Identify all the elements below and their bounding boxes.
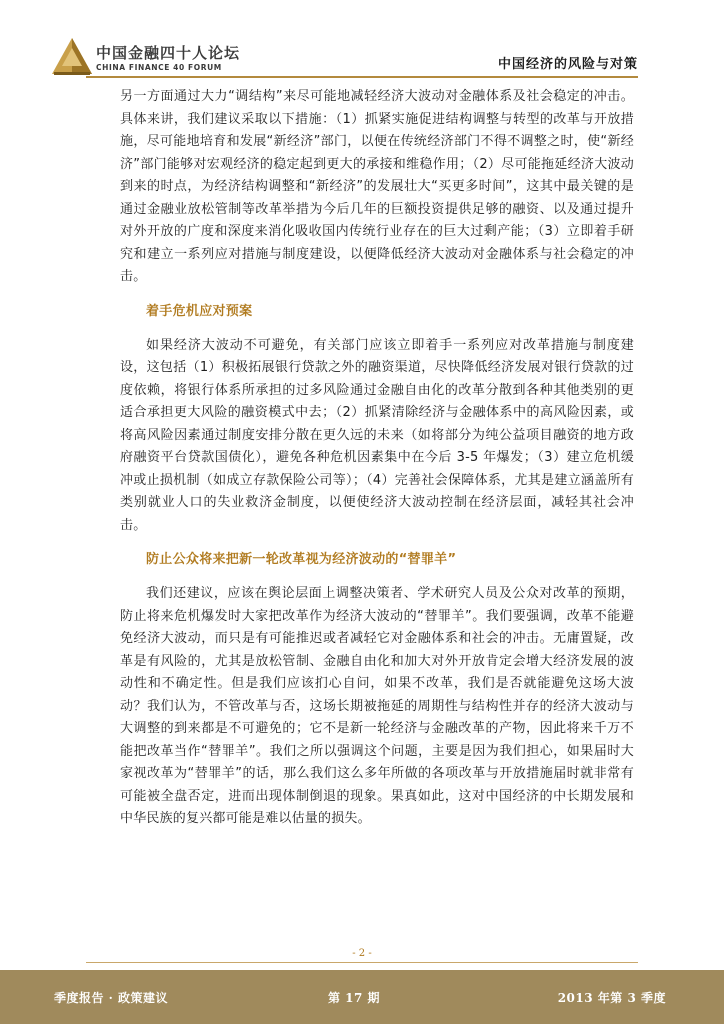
paragraph-2: 如果经济大波动不可避免，有关部门应该立即着手一系列应对改革措施与制度建设，这包括（1）积极拓展银行贷款之外的融资渠道，尽快降低经济发展对银行贷款的过度依赖，将银行体系所承担的过多风险通过金融自由化的改革分散到各种其他类别的更适合承担更大风险的融资模式中去；（2）抓紧清除经济与金融体系中的高风险因素，或将高风险因素通过制度安排分散在更久远的未来（如将部分为纯公益项目融资的地方政府融资平台贷款国债化），避免各种危机因素集中在今后 3-5 年爆发；（3）建立危机缓冲或止损机制（如成立存款保险公司等）；（4）完善社会保障体系，尤其是建立涵盖所有类别就业人口的失业救济金制度，以便使经济大波动控制在经济层面，减轻其社会冲击。 (120, 337, 634, 533)
section-heading-crisis-plan: 着手危机应对预案 (146, 303, 253, 319)
section-heading-scapegoat: 防止公众将来把新一轮改革视为经济波动的“替罪羊” (146, 552, 457, 567)
paragraph-1: 另一方面通过大力“调结构”来尽可能地减轻经济大波动对金融体系及社会稳定的冲击。具体来讲，我们建议采取以下措施：（1）抓紧实施促进结构调整与转型的改革与开放措施，尽可能地培育和发展“新经济”部门，以便在传统经济部门不得不调整之时，使“新经济”部门能够对宏观经济的稳定起到更大的承接和维稳作用；（2）尽可能拖延经济大波动到来的时点，为经济结构调整和“新经济”的发展壮大“买更多时间”，这其中最关键的是通过金融业放松管制等改革举措为今后几年的巨额投资提供足够的融资、以及通过提升对外开放的广度和深度来消化吸收国内传统行业存在的巨大过剩产能；（3）立即着手研究和建立一系列应对措施与制度建设，以便降低经济大波动对金融体系与社会稳定的冲击。 (120, 89, 634, 284)
page-header (0, 0, 724, 90)
header-divider (86, 76, 638, 78)
footer-issue-number: 第 17 期 (328, 991, 381, 1005)
pyramid-logo-icon (50, 36, 94, 76)
logo-english-text: CHINA FINANCE 40 FORUM (96, 63, 222, 72)
main-content (120, 86, 634, 831)
running-header-title: 中国经济的风险与对策 (497, 57, 638, 72)
footer-divider (86, 962, 638, 963)
page-number: - 2 - (352, 948, 372, 959)
page-footer (0, 970, 724, 1024)
logo-chinese-text: 中国金融四十人论坛 (96, 44, 241, 62)
paragraph-3: 我们还建议，应该在舆论层面上调整决策者、学术研究人员及公众对改革的预期，防止将来危机爆发时大家把改革作为经济大波动的“替罪羊”。我们要强调，改革不能避免经济大波动，而只是有可能推迟或者减轻它对金融体系和社会的冲击。无庸置疑，改革是有风险的，尤其是放松管制、金融自由化和加大对外开放肯定会增大经济发展的波动性和不确定性。但是我们应该扪心自问，如果不改革，我们是否就能避免这场大波动？我们认为，不管改革与否，这场长期被拖延的周期性与结构性并存的经济大波动与大调整的到来都是不可避免的；它不是新一轮经济与金融改革的产物，因此将来千万不能把改革当作“替罪羊”。我们之所以强调这个问题，主要是因为我们担心，如果届时大家视改革为“替罪羊”的话，那么我们这么多年所做的各项改革与开放措施届时就非常有可能被全盘否定，进而出现体制倒退的现象。果真如此，这对中国经济的中长期发展和中华民族的复兴都可能是难以估量的损失。 (120, 586, 634, 826)
footer-quarter: 2013 年第 3 季度 (557, 991, 666, 1005)
footer-report-type: 季度报告 · 政策建议 (54, 991, 169, 1005)
